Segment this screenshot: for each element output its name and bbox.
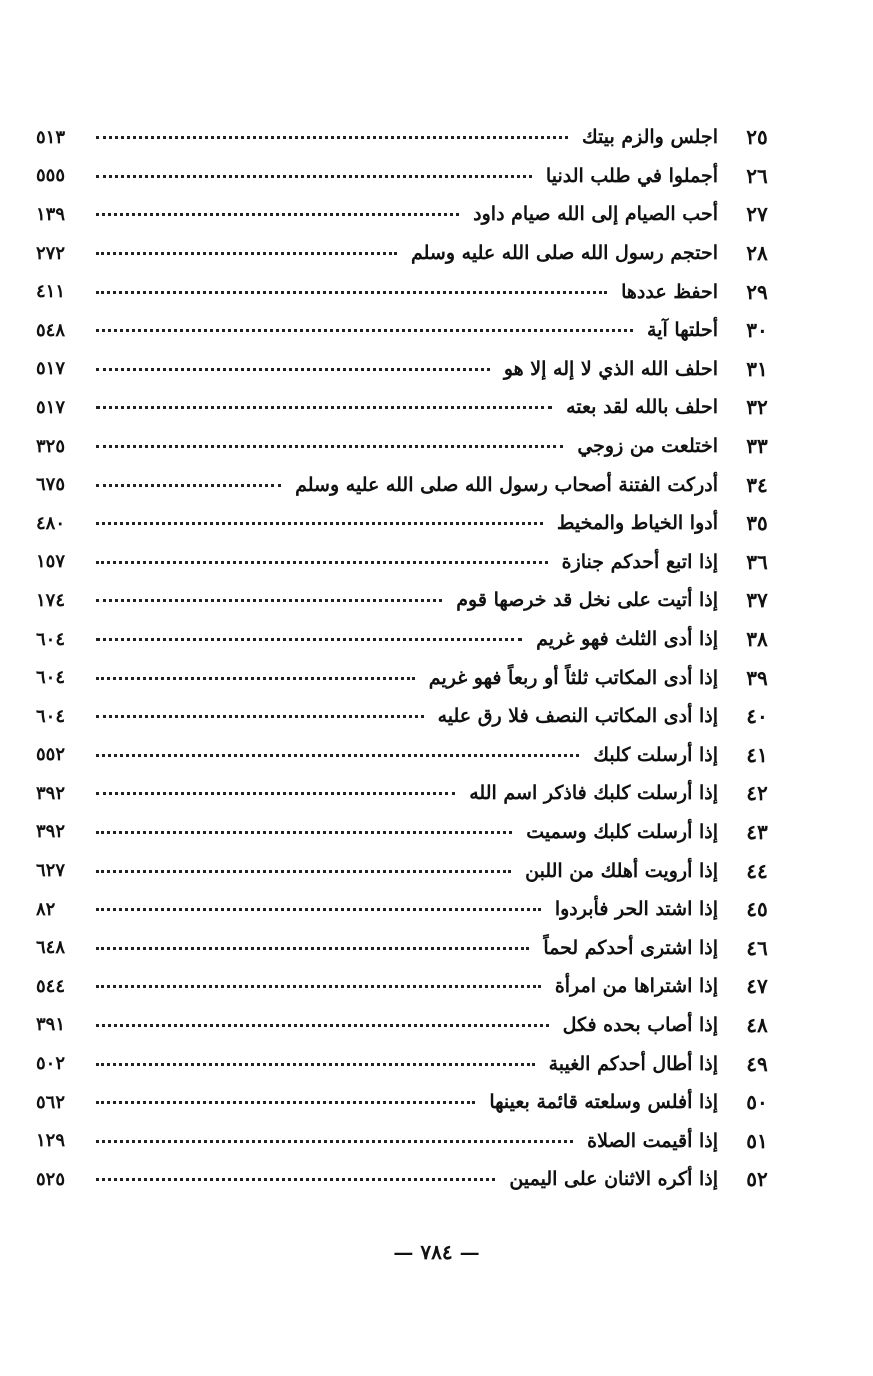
- entry-number: ٢٧: [746, 202, 768, 227]
- index-row: [36, 851, 796, 890]
- entry-page-ref: ٥٢٥: [36, 1168, 66, 1190]
- dot-leader: [96, 1140, 573, 1143]
- entry-number: ٤٦: [746, 935, 768, 960]
- index-row: [36, 195, 796, 234]
- entry-number: ٥١: [746, 1128, 768, 1153]
- index-row: [36, 658, 796, 697]
- entry-line: [90, 1053, 718, 1075]
- entry-text: إذا أكره الاثنان على اليمين: [509, 1168, 718, 1191]
- entry-line: [90, 396, 718, 418]
- entry-number: ٥٠: [746, 1090, 768, 1115]
- entry-page-ref: ٣٩١: [36, 1014, 66, 1036]
- entry-text: إذا أقيمت الصلاة: [587, 1129, 718, 1152]
- index-row: [36, 620, 796, 659]
- entry-text: إذا أفلس وسلعته قائمة بعينها: [489, 1091, 718, 1114]
- entry-page-ref: ٦٧٥: [36, 474, 66, 496]
- entry-page-ref: ٢٧٢: [36, 242, 66, 264]
- entry-page-ref: ٣٩٢: [36, 821, 66, 843]
- index-row: [36, 774, 796, 813]
- index-row: [36, 272, 796, 311]
- index-row: [36, 736, 796, 775]
- entry-text: إذا أرسلت كلبك وسميت: [526, 820, 718, 843]
- dot-leader: [96, 522, 543, 525]
- index-row: [36, 388, 796, 427]
- entry-number: ٢٥: [746, 125, 768, 150]
- entry-line: [90, 975, 718, 997]
- entry-line: [90, 474, 718, 496]
- dot-leader: [96, 677, 415, 680]
- entry-page-ref: ١٢٩: [36, 1130, 66, 1152]
- entry-line: [90, 1168, 718, 1190]
- entry-page-ref: ٥١٧: [36, 358, 66, 380]
- entry-line: [90, 126, 718, 148]
- dot-leader: [96, 484, 281, 487]
- entry-line: [90, 435, 718, 457]
- dot-leader: [96, 1063, 535, 1066]
- dot-leader: [96, 213, 459, 216]
- entry-number: ٤٨: [746, 1012, 768, 1037]
- entry-text: احلف بالله لقد بعته: [566, 396, 718, 419]
- entry-line: [90, 1014, 718, 1036]
- index-row: [36, 581, 796, 620]
- entry-number: ٤٧: [746, 974, 768, 999]
- entry-page-ref: ٥٥٢: [36, 744, 66, 766]
- entry-number: ٢٨: [746, 241, 768, 266]
- entry-text: إذا أدى المكاتب النصف فلا رق عليه: [437, 705, 718, 728]
- entry-text: إذا أرويت أهلك من اللبن: [525, 859, 718, 882]
- dot-leader: [96, 291, 607, 294]
- entry-page-ref: ٤٨٠: [36, 512, 66, 534]
- index-row: [36, 1160, 796, 1199]
- entry-number: ٤٣: [746, 819, 768, 844]
- index-row: [36, 118, 796, 157]
- entry-text: إذا اشترى أحدكم لحماً: [543, 936, 718, 959]
- entry-number: ٢٩: [746, 279, 768, 304]
- entry-number: ٣٢: [746, 395, 768, 420]
- dot-leader: [96, 445, 563, 448]
- entry-page-ref: ٦٠٤: [36, 705, 66, 727]
- entry-text: إذا أرسلت كلبك فاذكر اسم الله: [469, 782, 718, 805]
- dot-leader: [96, 252, 397, 255]
- dot-leader: [96, 368, 490, 371]
- dot-leader: [96, 1024, 549, 1027]
- entry-line: [90, 319, 718, 341]
- entry-number: ٣٥: [746, 511, 768, 536]
- entry-page-ref: ٥٥٥: [36, 165, 66, 187]
- entry-line: [90, 1130, 718, 1152]
- entry-text: إذا أدى المكاتب ثلثاً أو ربعاً فهو غريم: [428, 666, 718, 689]
- entry-text: إذا اشتراها من امرأة: [554, 975, 718, 998]
- entry-text: اجلس والزم بيتك: [581, 126, 718, 149]
- entry-page-ref: ٤١١: [36, 281, 66, 303]
- index-row: [36, 928, 796, 967]
- entry-page-ref: ٣٩٢: [36, 782, 66, 804]
- index-row: [36, 1083, 796, 1122]
- entry-number: ٤٩: [746, 1051, 768, 1076]
- index-row: [36, 311, 796, 350]
- hadith-index-list: [36, 118, 796, 1199]
- index-row: [36, 813, 796, 852]
- entry-text: أحب الصيام إلى الله صيام داود: [473, 203, 718, 226]
- entry-page-ref: ١٧٤: [36, 589, 66, 611]
- dot-leader: [96, 406, 552, 409]
- index-row: [36, 1044, 796, 1083]
- entry-number: ٣٤: [746, 472, 768, 497]
- dot-leader: [96, 754, 579, 757]
- entry-number: ٤١: [746, 742, 768, 767]
- entry-number: ٤٤: [746, 858, 768, 883]
- entry-page-ref: ٥١٧: [36, 396, 66, 418]
- entry-line: [90, 821, 718, 843]
- dot-leader: [96, 792, 455, 795]
- entry-text: إذا اشتد الحر فأبردوا: [554, 898, 718, 921]
- dot-leader: [96, 715, 424, 718]
- entry-number: ٤٢: [746, 781, 768, 806]
- entry-page-ref: ٥٠٢: [36, 1053, 66, 1075]
- entry-page-ref: ٦٤٨: [36, 937, 66, 959]
- entry-line: [90, 281, 718, 303]
- entry-line: [90, 898, 718, 920]
- entry-page-ref: ٥١٣: [36, 126, 66, 148]
- entry-line: [90, 628, 718, 650]
- entry-text: احلف الله الذي لا إله إلا هو: [503, 357, 718, 380]
- entry-line: [90, 242, 718, 264]
- entry-text: إذا أصاب بحده فكل: [562, 1013, 718, 1036]
- entry-line: [90, 1091, 718, 1113]
- dot-leader: [96, 908, 541, 911]
- index-row: [36, 465, 796, 504]
- index-row: [36, 504, 796, 543]
- entry-line: [90, 358, 718, 380]
- entry-text: اختلعت من زوجي: [577, 435, 718, 458]
- entry-line: [90, 551, 718, 573]
- dot-leader: [96, 599, 442, 602]
- index-row: [36, 350, 796, 389]
- entry-text: احفظ عددها: [621, 280, 718, 303]
- dot-leader: [96, 329, 633, 332]
- entry-line: [90, 512, 718, 534]
- entry-number: ٣٦: [746, 549, 768, 574]
- index-row: [36, 157, 796, 196]
- entry-line: [90, 589, 718, 611]
- entry-line: [90, 860, 718, 882]
- dot-leader: [96, 136, 568, 139]
- entry-page-ref: ١٥٧: [36, 551, 66, 573]
- entry-page-ref: ٥٤٤: [36, 975, 66, 997]
- entry-number: ٢٦: [746, 163, 768, 188]
- entry-page-ref: ٦٢٧: [36, 860, 66, 882]
- index-row: [36, 890, 796, 929]
- entry-text: أدوا الخياط والمخيط: [556, 512, 718, 535]
- entry-number: ٤٠: [746, 704, 768, 729]
- page-number: — ٧٨٤ —: [393, 1240, 480, 1264]
- entry-number: ٣٠: [746, 318, 768, 343]
- entry-number: ٤٥: [746, 897, 768, 922]
- entry-line: [90, 937, 718, 959]
- entry-text: إذا أدى الثلث فهو غريم: [536, 628, 718, 651]
- dot-leader: [96, 1101, 475, 1104]
- dot-leader: [96, 175, 532, 178]
- dot-leader: [96, 561, 548, 564]
- entry-page-ref: ٨٢: [36, 898, 56, 920]
- index-row: [36, 543, 796, 582]
- index-row: [36, 1121, 796, 1160]
- entry-line: [90, 782, 718, 804]
- entry-page-ref: ٦٠٤: [36, 667, 66, 689]
- entry-text: أجملوا في طلب الدنيا: [545, 164, 718, 187]
- entry-text: أدركت الفتنة أصحاب رسول الله صلى الله عليه وسلم: [295, 473, 718, 496]
- entry-line: [90, 667, 718, 689]
- dot-leader: [96, 1178, 495, 1181]
- entry-page-ref: ٥٤٨: [36, 319, 66, 341]
- entry-number: ٣٩: [746, 665, 768, 690]
- index-row: [36, 234, 796, 273]
- index-row: [36, 1006, 796, 1045]
- entry-page-ref: ٥٦٢: [36, 1091, 66, 1113]
- entry-number: ٥٢: [746, 1167, 768, 1192]
- entry-line: [90, 744, 718, 766]
- dot-leader: [96, 985, 541, 988]
- index-row: [36, 697, 796, 736]
- entry-line: [90, 203, 718, 225]
- dot-leader: [96, 638, 522, 641]
- entry-text: أحلتها آية: [647, 319, 718, 342]
- entry-text: احتجم رسول الله صلى الله عليه وسلم: [411, 242, 718, 265]
- entry-line: [90, 705, 718, 727]
- entry-number: ٣٣: [746, 434, 768, 459]
- entry-number: ٣٧: [746, 588, 768, 613]
- index-row: [36, 427, 796, 466]
- entry-number: ٣٨: [746, 627, 768, 652]
- entry-number: ٣١: [746, 356, 768, 381]
- entry-text: إذا أطال أحدكم الغيبة: [548, 1052, 718, 1075]
- entry-line: [90, 165, 718, 187]
- dot-leader: [96, 947, 529, 950]
- index-row: [36, 967, 796, 1006]
- entry-page-ref: ٣٢٥: [36, 435, 66, 457]
- dot-leader: [96, 870, 511, 873]
- entry-text: إذا اتبع أحدكم جنازة: [561, 550, 718, 573]
- entry-text: إذا أتيت على نخل قد خرصها قوم: [456, 589, 718, 612]
- entry-text: إذا أرسلت كلبك: [593, 743, 718, 766]
- dot-leader: [96, 831, 512, 834]
- entry-page-ref: ٦٠٤: [36, 628, 66, 650]
- entry-page-ref: ١٣٩: [36, 203, 66, 225]
